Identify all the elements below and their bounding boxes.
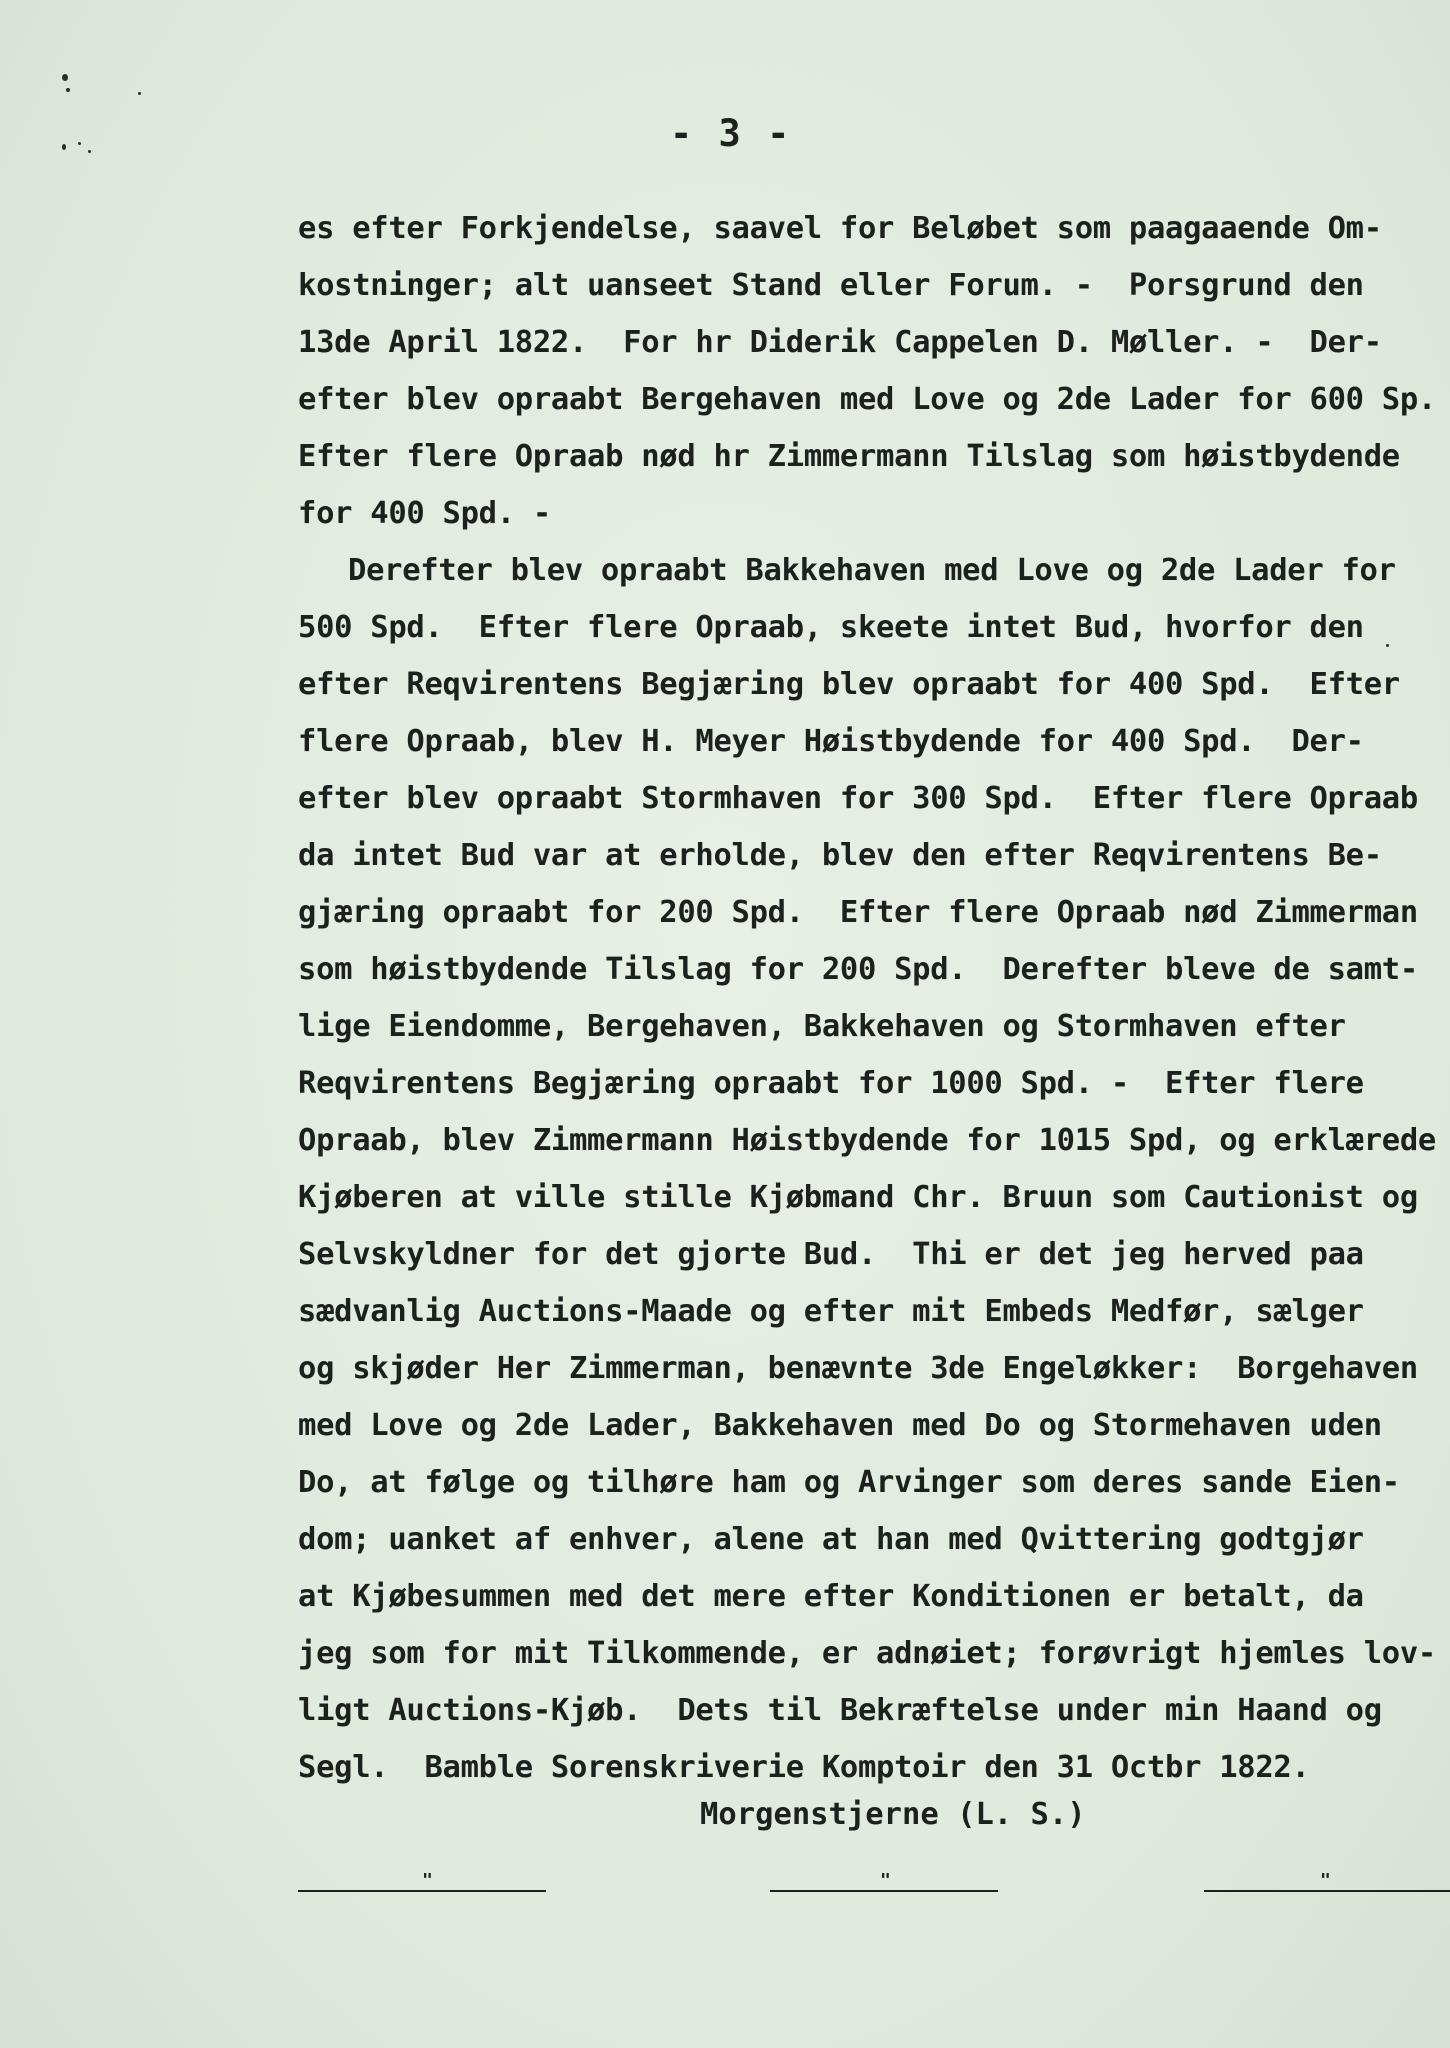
text-line: Do, at følge og tilhøre ham og Arvinger som deres sande Eien- [298, 1465, 1400, 1500]
text-line: at Kjøbesummen med det mere efter Konditionen er betalt, da [298, 1579, 1364, 1614]
text-line: efter blev opraabt Stormhaven for 300 Spd. Efter flere Opraab [298, 781, 1418, 816]
text-line: Kjøberen at ville stille Kjøbmand Chr. Bruun som Cautionist og [298, 1180, 1418, 1215]
text-line: kostninger; alt uanseet Stand eller Forum. - Porsgrund den [298, 268, 1364, 303]
text-line: som høistbydende Tilslag for 200 Spd. Derefter bleve de samt- [298, 952, 1418, 987]
text-line: lige Eiendomme, Bergehaven, Bakkehaven og Stormhaven efter [298, 1009, 1346, 1044]
text-line: flere Opraab, blev H. Meyer Høistbydende for 400 Spd. Der- [298, 724, 1364, 759]
text-line: es efter Forkjendelse, saavel for Beløbet som paagaaende Om- [298, 211, 1382, 246]
ditto-mark-left: " [422, 1870, 433, 1891]
text-line: sædvanlig Auctions-Maade og efter mit Embeds Medfør, sælger [298, 1294, 1364, 1329]
text-line: 13de April 1822. For hr Diderik Cappelen D. Møller. - Der- [298, 325, 1382, 360]
text-line: Reqvirentens Begjæring opraabt for 1000 Spd. - Efter flere [298, 1066, 1364, 1101]
text-line: dom; uanket af enhver, alene at han med Qvittering godtgjør [298, 1522, 1364, 1557]
ditto-mark-right: " [1320, 1870, 1331, 1891]
ditto-mark-center: " [880, 1870, 891, 1891]
text-line: og skjøder Her Zimmerman, benævnte 3de Engeløkker: Borgehaven [298, 1351, 1418, 1386]
text-line: jeg som for mit Tilkommende, er adnøiet; forøvrigt hjemles lov- [298, 1636, 1436, 1671]
text-line: Efter flere Opraab nød hr Zimmermann Tilslag som høistbydende [298, 439, 1400, 474]
page-number: - 3 - [670, 112, 792, 155]
text-line: da intet Bud var at erholde, blev den efter Reqvirentens Be- [298, 838, 1382, 873]
text-line: Selvskyldner for det gjorte Bud. Thi er det jeg herved paa [298, 1237, 1364, 1272]
text-line: ligt Auctions-Kjøb. Dets til Bekræftelse under min Haand og [298, 1693, 1382, 1728]
document-body [298, 200, 1436, 1796]
text-line: efter blev opraabt Bergehaven med Love og 2de Lader for 600 Sp. [298, 382, 1436, 417]
text-line: Opraab, blev Zimmermann Høistbydende for 1015 Spd, og erklærede [298, 1123, 1436, 1158]
text-line: gjæring opraabt for 200 Spd. Efter flere Opraab nød Zimmerman [298, 895, 1418, 930]
text-line: for 400 Spd. - [298, 496, 551, 531]
signature-line: Morgenstjerne (L. S.) [700, 1797, 1086, 1832]
text-line: Derefter blev opraabt Bakkehaven med Love og 2de Lader for [348, 553, 1396, 588]
text-line: med Love og 2de Lader, Bakkehaven med Do og Stormehaven uden [298, 1408, 1382, 1443]
text-line: Segl. Bamble Sorenskriverie Komptoir den 31 Octbr 1822. [298, 1750, 1310, 1785]
text-line: 500 Spd. Efter flere Opraab, skeete intet Bud, hvorfor den [298, 610, 1364, 645]
text-line: efter Reqvirentens Begjæring blev opraabt for 400 Spd. Efter [298, 667, 1400, 702]
